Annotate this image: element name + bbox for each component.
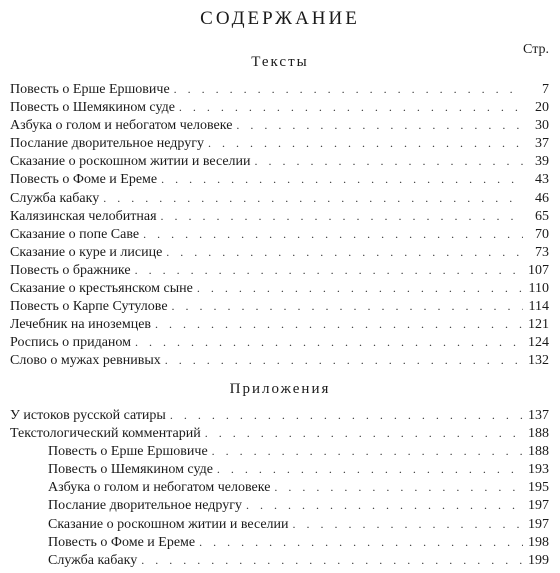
toc-entry-title: Послание дворительное недругу	[48, 498, 242, 514]
toc-entry	[10, 134, 549, 152]
toc-entry-title: Роспись о приданом	[10, 335, 131, 351]
toc-entry	[10, 460, 549, 478]
leader-dots	[199, 533, 523, 551]
toc-entry	[10, 551, 549, 569]
toc-entry-title: Повесть о Фоме и Ереме	[48, 534, 196, 550]
toc-entry-page-number: 46	[535, 190, 549, 206]
toc-entry	[10, 515, 549, 533]
toc-entry-page-number: 199	[528, 552, 549, 568]
toc-entry-page-number: 30	[535, 118, 549, 134]
toc-entry-page-number: 20	[535, 100, 549, 116]
toc-entry-title: Повесть о Карпе Сутулове	[10, 299, 168, 315]
toc-entry-page-number: 197	[528, 516, 549, 532]
toc-entry	[10, 170, 549, 188]
leader-dots	[255, 152, 523, 170]
toc-entry	[10, 116, 549, 134]
leader-dots	[172, 297, 523, 315]
toc-entry-title: Азбука о голом и небогатом человеке	[10, 118, 233, 134]
toc-entry	[10, 333, 549, 351]
toc-entry-page-number: 65	[535, 208, 549, 224]
toc-entry	[10, 406, 549, 424]
toc-entry-title: У истоков русской сатиры	[10, 408, 166, 423]
toc-entry	[10, 261, 549, 279]
leader-dots	[174, 80, 523, 98]
toc-entry	[10, 442, 549, 460]
toc-entry-title: Сказание о куре и лисице	[10, 244, 163, 260]
toc-entry-title: Повесть о Ерше Ершовиче	[10, 82, 170, 97]
toc-entry	[10, 243, 549, 261]
toc-entry-title: Слово о мужах ревнивых	[10, 353, 161, 369]
toc-entry	[10, 315, 549, 333]
toc-entry	[10, 279, 549, 297]
toc-entry-title: Сказание о попе Саве	[10, 226, 140, 242]
toc-entry-page-number: 195	[528, 480, 549, 496]
leader-dots	[246, 496, 523, 514]
toc-entry	[10, 496, 549, 514]
toc-entry-title: Послание дворительное недругу	[10, 136, 204, 152]
toc-entry-title: Калязинская челобитная	[10, 208, 157, 224]
toc-entry-page-number: 188	[528, 444, 549, 460]
toc-entry-title: Лечебник на иноземцев	[10, 317, 152, 333]
toc-entry-page-number: 43	[535, 172, 549, 188]
toc-entry-title: Текстологический комментарий	[10, 426, 201, 442]
leader-dots	[143, 225, 523, 243]
toc-entry-page-number: 70	[535, 226, 549, 242]
toc-entry-page-number: 110	[528, 281, 549, 297]
toc-entry	[10, 297, 549, 315]
appendix-section-heading: Приложения	[229, 381, 331, 397]
leader-dots	[135, 333, 523, 351]
toc-entry-page-number: 188	[528, 426, 549, 442]
toc-entry-page-number: 121	[528, 317, 549, 333]
toc-entry-page-number: 39	[535, 154, 549, 170]
toc-entry-page-number: 193	[528, 462, 549, 478]
leader-dots	[161, 207, 523, 225]
texts-section-heading: Тексты	[251, 54, 309, 70]
toc-entry	[10, 533, 549, 551]
toc-entry	[10, 351, 549, 369]
leader-dots	[205, 424, 523, 442]
toc-entry-title: Сказание о роскошном житии и веселии	[48, 516, 289, 532]
toc-entry	[10, 98, 549, 116]
toc-entry-page-number: 37	[535, 136, 549, 152]
leader-dots	[135, 261, 523, 279]
texts-toc-list	[10, 80, 549, 370]
toc-entry-title: Повесть о Фоме и Ереме	[10, 172, 158, 188]
toc-entry-page-number: 132	[528, 353, 549, 369]
toc-entry-title: Служба кабаку	[48, 552, 138, 568]
leader-dots	[155, 315, 523, 333]
toc-entry	[10, 80, 549, 98]
page-column-header: Стр.	[523, 42, 549, 57]
toc-entry-title: Служба кабаку	[10, 190, 100, 206]
leader-dots	[161, 170, 523, 188]
toc-entry	[10, 152, 549, 170]
toc-entry-page-number: 137	[528, 408, 549, 423]
toc-entry-title: Сказание о роскошном житии и веселии	[10, 154, 251, 170]
toc-entry-title: Повесть о Ерше Ершовиче	[48, 444, 208, 460]
appendix-toc-list	[10, 406, 549, 569]
leader-dots	[141, 551, 523, 569]
leader-dots	[217, 460, 523, 478]
page-title: СОДЕРЖАНИЕ	[200, 8, 360, 29]
leader-dots	[166, 243, 523, 261]
toc-entry	[10, 225, 549, 243]
toc-entry-page-number: 124	[528, 335, 549, 351]
leader-dots	[236, 116, 523, 134]
toc-entry	[10, 207, 549, 225]
leader-dots	[293, 515, 523, 533]
leader-dots	[212, 442, 523, 460]
toc-entry-page-number: 107	[528, 262, 549, 278]
leader-dots	[103, 189, 523, 207]
leader-dots	[170, 406, 523, 424]
toc-entry-page-number: 197	[528, 498, 549, 514]
toc-entry-title: Повесть о Шемякином суде	[48, 462, 213, 478]
toc-entry-page-number: 7	[542, 82, 549, 97]
toc-entry	[10, 478, 549, 496]
toc-entry-title: Азбука о голом и небогатом человеке	[48, 480, 271, 496]
toc-entry	[10, 189, 549, 207]
leader-dots	[274, 478, 523, 496]
toc-entry	[10, 424, 549, 442]
leader-dots	[179, 98, 523, 116]
toc-entry-page-number: 73	[535, 244, 549, 260]
leader-dots	[208, 134, 523, 152]
toc-entry-title: Повесть о Шемякином суде	[10, 100, 175, 116]
leader-dots	[197, 279, 523, 297]
toc-entry-page-number: 114	[528, 299, 549, 315]
toc-entry-title: Сказание о крестьянском сыне	[10, 281, 193, 297]
leader-dots	[165, 351, 523, 369]
toc-entry-page-number: 198	[528, 534, 549, 550]
toc-entry-title: Повесть о бражнике	[10, 262, 131, 278]
